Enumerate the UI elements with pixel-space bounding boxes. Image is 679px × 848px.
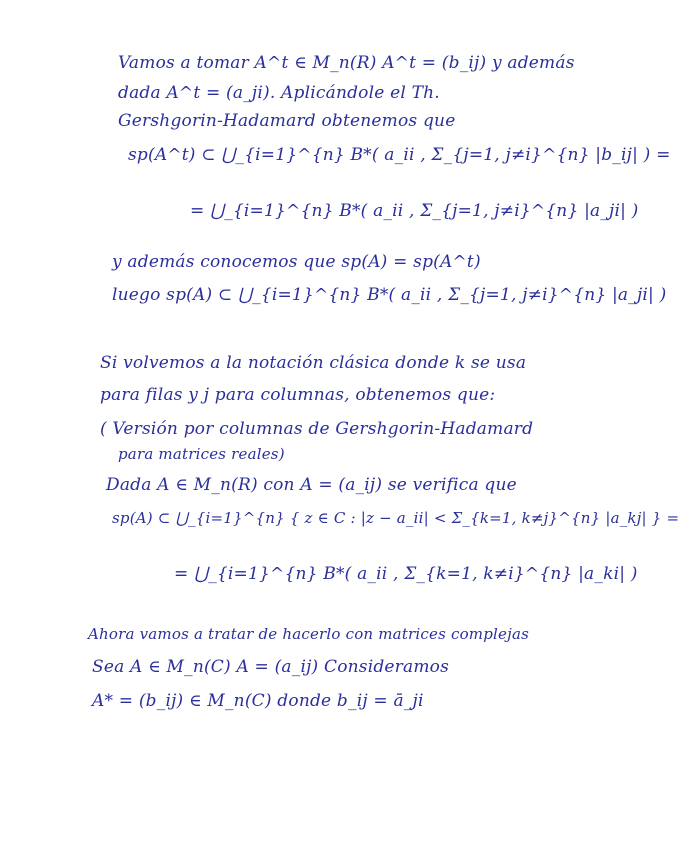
- formula-line-1: sp(A^t) ⊂ ⋃_{i=1}^{n} B*( a_ii , Σ_{j=1, j≠i}^{n} |b_ij| ) =: [128, 145, 671, 165]
- text-line-7: ( Versión por columnas de Gershgorin-Hadamard: [100, 419, 534, 439]
- formula-line-5: = ⋃_{i=1}^{n} B*( a_ii , Σ_{k=1, k≠i}^{n} |a_ki| ): [174, 564, 638, 584]
- formula-line-4: sp(A) ⊂ ⋃_{i=1}^{n} { z ∈ C : |z − a_ii| < Σ_{k=1, k≠j}^{n} |a_kj| } =: [112, 509, 679, 527]
- text-line-10: Ahora vamos a tratar de hacerlo con matrices complejas: [88, 625, 529, 643]
- text-line-11: Sea A ∈ M_n(C) A = (a_ij) Consideramos: [92, 657, 450, 677]
- text-line-3: Gershgorin-Hadamard obtenemos que: [118, 111, 456, 131]
- text-line-2: dada A^t = (a_ji). Aplicándole el Th.: [118, 83, 440, 103]
- formula-line-3: luego sp(A) ⊂ ⋃_{i=1}^{n} B*( a_ii , Σ_{j=1, j≠i}^{n} |a_ji| ): [112, 285, 667, 305]
- text-line-8: para matrices reales): [118, 445, 285, 463]
- formula-line-2: = ⋃_{i=1}^{n} B*( a_ii , Σ_{j=1, j≠i}^{n} |a_ji| ): [190, 201, 639, 221]
- text-line-1: Vamos a tomar A^t ∈ M_n(R) A^t = (b_ij) y además: [118, 53, 575, 73]
- text-line-5: Si volvemos a la notación clásica donde k se usa: [100, 353, 527, 373]
- text-line-9: Dada A ∈ M_n(R) con A = (a_ij) se verifica que: [106, 475, 517, 495]
- text-line-4: y además conocemos que sp(A) = sp(A^t): [112, 252, 481, 272]
- text-line-12: A* = (b_ij) ∈ M_n(C) donde b_ij = ā_ji: [92, 691, 424, 711]
- text-line-6: para filas y j para columnas, obtenemos que:: [100, 385, 496, 405]
